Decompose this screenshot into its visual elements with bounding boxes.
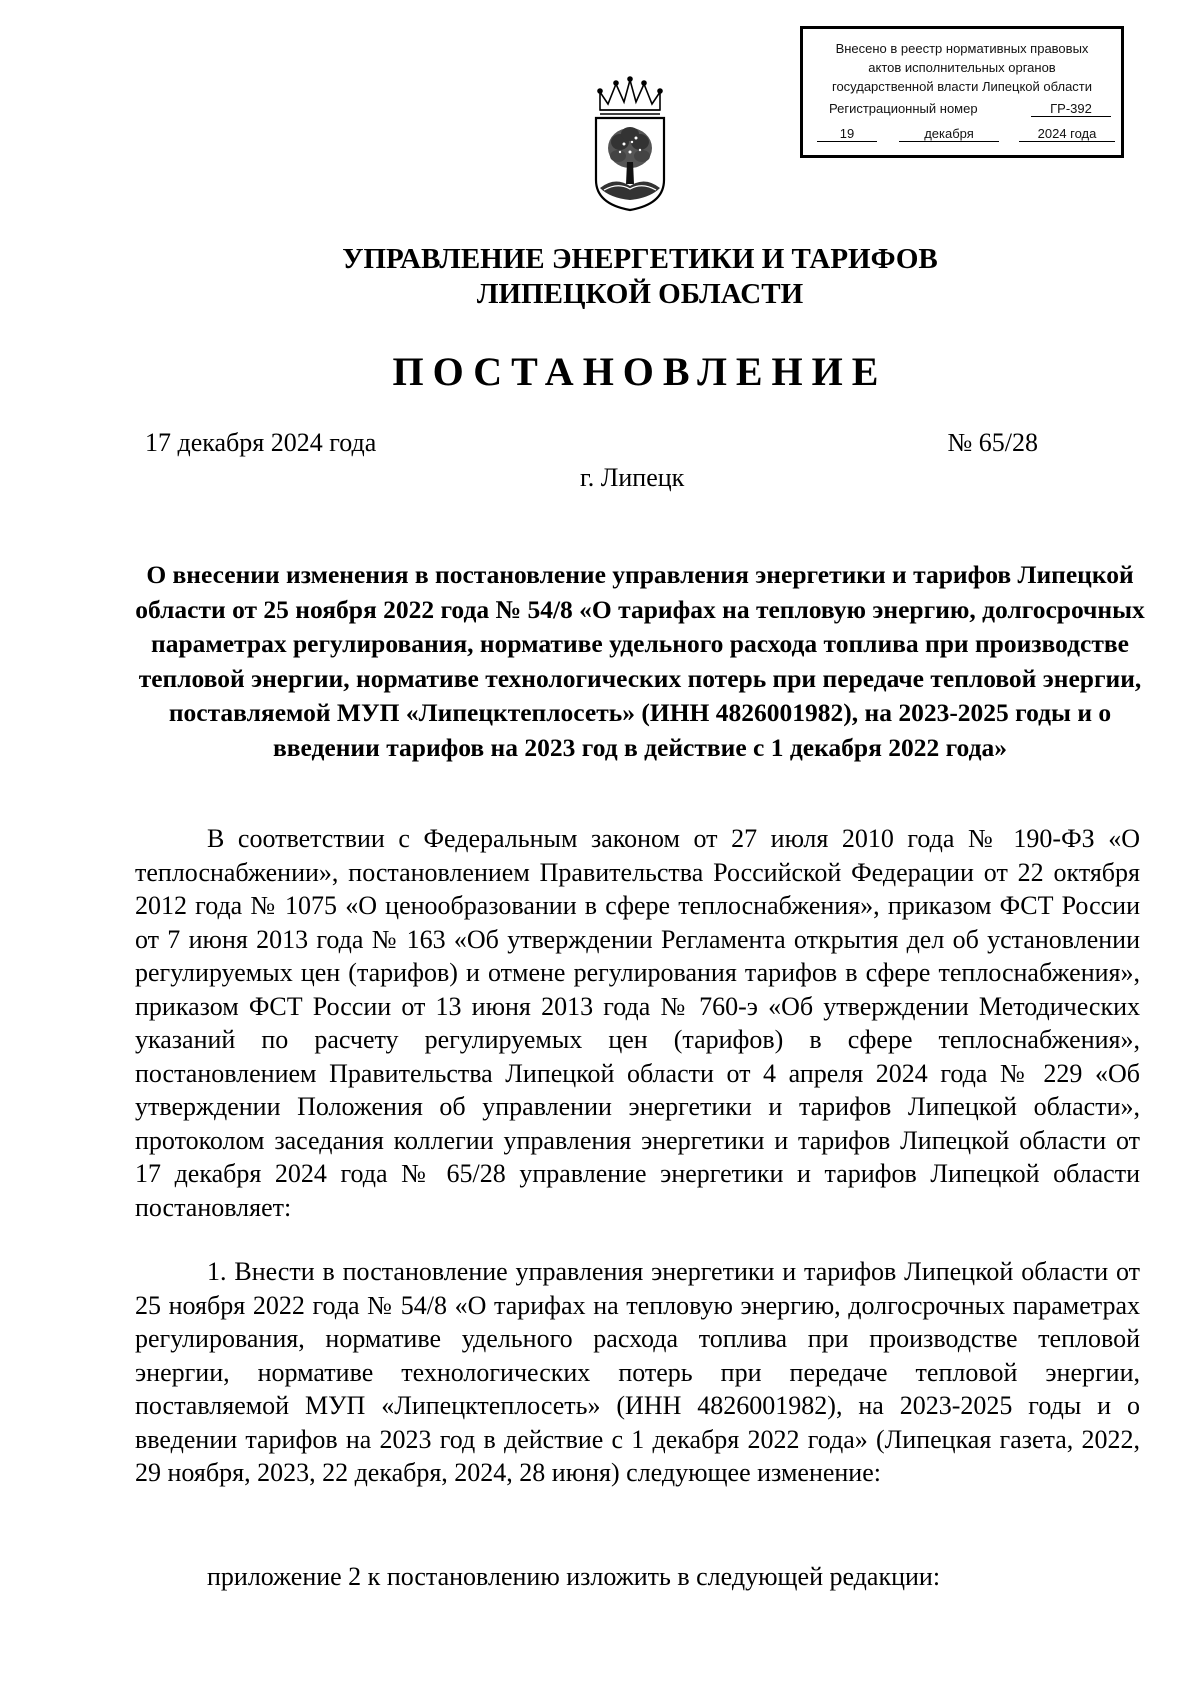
stamp-month: декабря (899, 126, 999, 142)
preamble-paragraph: В соответствии с Федеральным законом от 27 июля 2010 года № 190-ФЗ «О теплоснабжении», постановлением Правительства Российской Федерации от 22 октября 2012 года № 1075 «О ценообразовании в сфере теплоснабжения», приказом ФСТ России от 7 июня 2013 года № 163 «Об утверждении Регламента открытия дел об установлении регулируемых цен (тарифов) и отмене регулирования тарифов в сфере теплоснабжения», приказом ФСТ России от 13 июня 2013 года № 760-э «Об утверждении Методических указаний по расчету регулируемых цен (тарифов) в сфере теплоснабжения», постановлением Правительства Липецкой области от 4 апреля 2024 года № 229 «Об утверждении Положения об управлении энергетики и тарифов Липецкой области», протоколом заседания коллегии управления энергетики и тарифов Липецкой области от 17 декабря 2024 года № 65/28 управление энергетики и тарифов Липецкой области постановляет: (135, 824, 1140, 1222)
stamp-day: 19 (817, 126, 877, 142)
stamp-year: 2024 года (1019, 126, 1115, 142)
document-number: № 65/28 (947, 428, 1038, 457)
stamp-year-wrap (1019, 126, 1115, 142)
stamp-reg-number: ГР-392 (1031, 101, 1111, 117)
registry-stamp (800, 26, 1124, 158)
document-date: 17 декабря 2024 года (145, 428, 377, 457)
org-name-line-1: УПРАВЛЕНИЕ ЭНЕРГЕТИКИ И ТАРИФОВ (342, 243, 938, 275)
item-1-paragraph: 1. Внести в постановление управления энергетики и тарифов Липецкой области от 25 ноября 2022 года № 54/8 «О тарифах на тепловую энергию, долгосрочных параметрах регулирования, нормативе удельного расхода топлива при производстве тепловой энергии, нормативе технологических потерь при передаче тепловой энергии, поставляемой МУП «Липецктеплосеть» (ИНН 4826001982), на 2023-2025 годы и о введении тарифов на 2023 год в действие с 1 декабря 2022 года» (Липецкая газета, 2022, 29 ноября, 2023, 22 декабря, 2024, 28 июня) следующее изменение: (135, 1257, 1140, 1487)
document-city: г. Липецк (580, 463, 685, 492)
document-title: О внесении изменения в постановление управления энергетики и тарифов Липецкой области от 25 ноября 2022 года № 54/8 «О тарифах на тепловую энергию, долгосрочных параметрах регулирования, нормативе удельного расхода топлива при производстве тепловой энергии, нормативе технологических потерь при передаче тепловой энергии, поставляемой МУП «Липецктеплосеть» (ИНН 4826001982), на 2023-2025 годы и о введении тарифов на 2023 год в действие с 1 декабря 2022 года» (135, 560, 1145, 762)
lipetsk-coat-of-arms-icon (590, 76, 670, 212)
stamp-month-wrap (899, 126, 999, 142)
item-1-subparagraph: приложение 2 к постановлению изложить в следующей редакции: (207, 1562, 941, 1591)
stamp-day-wrap (817, 126, 877, 142)
stamp-reg-number-wrap (1031, 101, 1111, 117)
document-type: ПОСТАНОВЛЕНИЕ (392, 349, 888, 394)
stamp-reg-label: Регистрационный номер (829, 101, 978, 116)
stamp-line-3: государственной власти Липецкой области (831, 79, 1093, 94)
stamp-line-2: актов исполнительных органов (868, 60, 1056, 75)
stamp-line-1: Внесено в реестр нормативных правовых (835, 41, 1089, 56)
org-name-line-2: ЛИПЕЦКОЙ ОБЛАСТИ (476, 278, 804, 310)
